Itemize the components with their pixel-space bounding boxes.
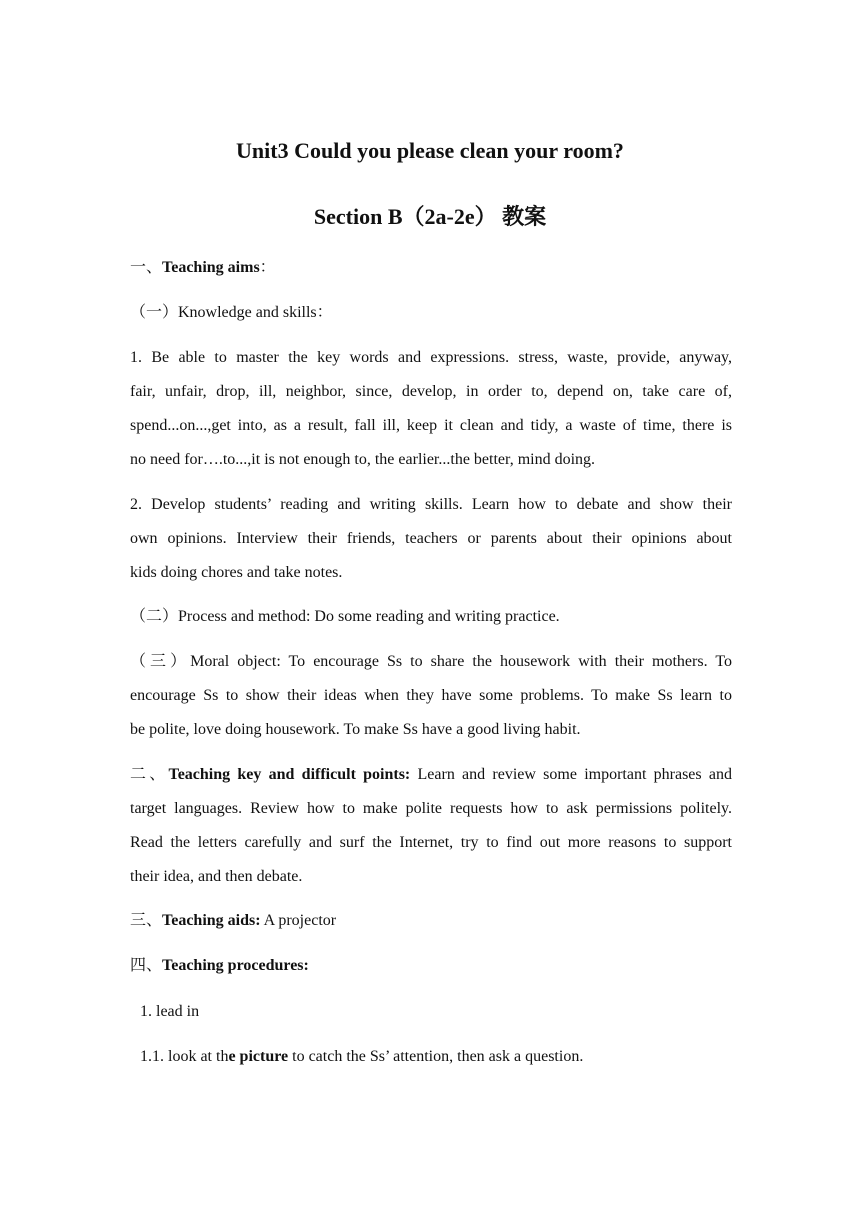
section-teaching-aids — [130, 904, 732, 938]
paragraph-skills — [130, 488, 732, 590]
section-number: 一、 — [130, 259, 163, 276]
text-line: target languages. Review how to make polite requests how to ask permissions politely. — [130, 800, 732, 817]
section-number: 二、 — [130, 766, 169, 783]
section-heading: Teaching procedures: — [162, 957, 309, 974]
section-teaching-procedures — [130, 949, 732, 983]
heading-colon: ： — [259, 259, 276, 276]
step-lead-in: 1. lead in — [140, 1003, 200, 1020]
section-heading: Teaching key and difficult points: — [168, 766, 411, 783]
subsection-moral-object — [130, 645, 732, 747]
step-text: 1.1. look at th — [140, 1048, 229, 1065]
paragraph-key-words — [130, 341, 732, 477]
document-subtitle: Section B（2a-2e） 教案 — [313, 204, 547, 229]
step-text: to catch the Ss’ attention, then ask a question. — [288, 1048, 584, 1065]
text-line: fair, unfair, drop, ill, neighbor, since, develop, in order to, depend on, take care of, — [130, 383, 732, 400]
step-bold-text: e picture — [228, 1048, 289, 1065]
text-line: kids doing chores and take notes. — [130, 564, 343, 581]
text-line: no need for….to...,it is not enough to, the earlier...the better, mind doing. — [130, 451, 596, 468]
section-text: A projector — [260, 912, 337, 929]
text-line: their idea, and then debate. — [130, 868, 303, 885]
text-line — [130, 758, 732, 792]
text-line: spend...on...,get into, as a result, fall ill, keep it clean and tidy, a waste of time, there is — [130, 417, 732, 434]
text-line: be polite, love doing housework. To make Ss have a good living habit. — [130, 721, 581, 738]
text-line: （三）Moral object: To encourage Ss to share the housework with their mothers. To — [130, 653, 732, 670]
section-heading: Teaching aids: — [162, 912, 261, 929]
section-number: 四、 — [130, 957, 163, 974]
subsection-knowledge-skills: （一）Knowledge and skills： — [130, 304, 333, 321]
text-line: encourage Ss to show their ideas when they have some problems. To make Ss learn to — [130, 687, 732, 704]
section-key-difficult-points — [130, 758, 732, 894]
document-title: Unit3 Could you please clean your room? — [236, 138, 624, 163]
subsection-process-method: （二）Process and method: Do some reading and writing practice. — [130, 608, 560, 625]
step-look-at-picture — [140, 1040, 742, 1074]
text-line: 2. Develop students’ reading and writing skills. Learn how to debate and show their — [130, 496, 732, 513]
text-line: own opinions. Interview their friends, teachers or parents about their opinions about — [130, 530, 732, 547]
text-line: Read the letters carefully and surf the Internet, try to find out more reasons to support — [130, 834, 732, 851]
section-text: Learn and review some important phrases and — [410, 766, 732, 783]
section-teaching-aims-heading — [130, 251, 732, 285]
text-line: 1. Be able to master the key words and expressions. stress, waste, provide, anyway, — [130, 349, 732, 366]
section-heading: Teaching aims — [162, 259, 260, 276]
section-number: 三、 — [130, 912, 163, 929]
